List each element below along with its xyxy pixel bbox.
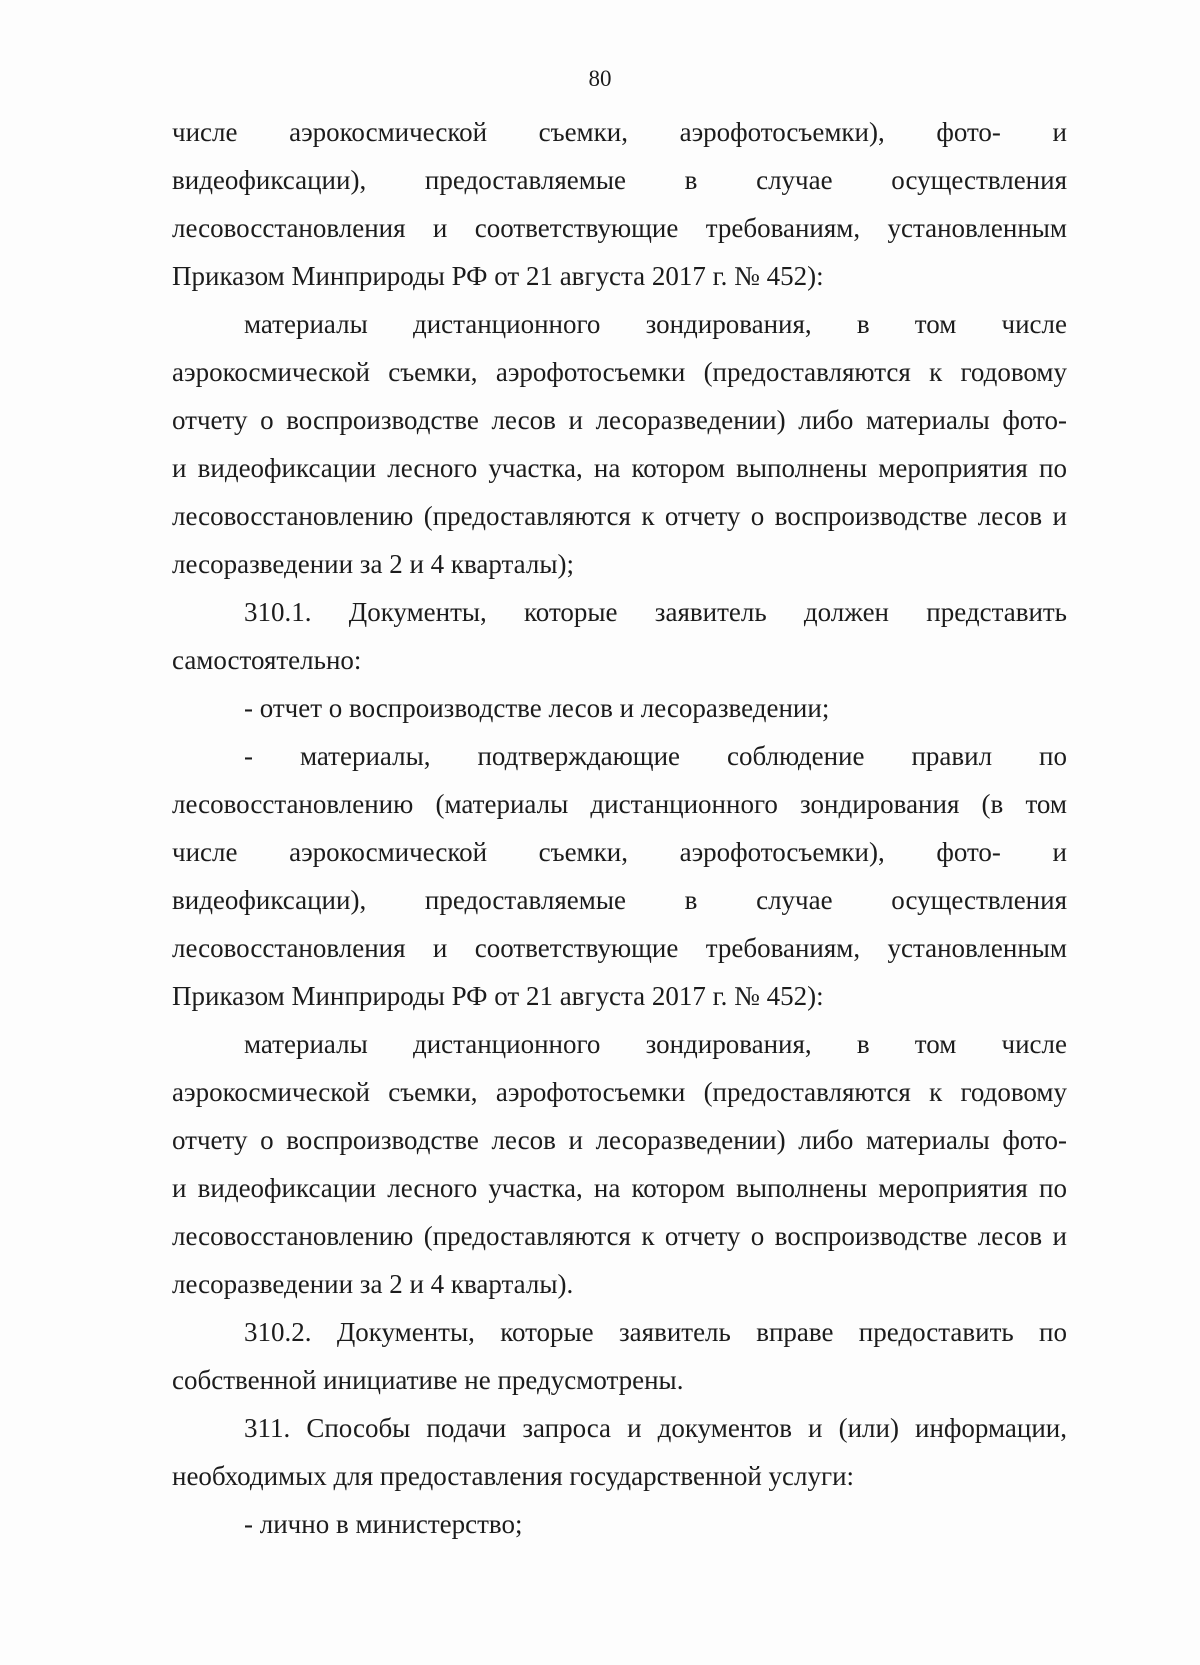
text-line: и видеофиксации лесного участка, на котором выполнены мероприятия по bbox=[172, 453, 1067, 483]
text-line: необходимых для предоставления государственной услуги: bbox=[172, 1461, 855, 1491]
text-line: Приказом Минприроды РФ от 21 августа 2017 г. № 452): bbox=[172, 981, 824, 1011]
text-line: материалы дистанционного зондирования, в том числе bbox=[244, 1029, 1067, 1059]
paragraph-remote-sensing-materials-repeat bbox=[172, 1020, 1067, 1308]
text-line: - материалы, подтверждающие соблюдение правил по bbox=[244, 741, 1067, 771]
text-line: аэрокосмической съемки, аэрофотосъемки (предоставляются к годовому bbox=[172, 357, 1067, 387]
text-line: 311. Способы подачи запроса и документов и (или) информации, bbox=[244, 1413, 1067, 1443]
text-line: аэрокосмической съемки, аэрофотосъемки (предоставляются к годовому bbox=[172, 1077, 1067, 1107]
text-line: Приказом Минприроды РФ от 21 августа 2017 г. № 452): bbox=[172, 261, 824, 291]
document-body bbox=[172, 108, 1067, 1548]
text-line: 310.1. Документы, которые заявитель должен представить bbox=[244, 597, 1067, 627]
paragraph-remote-sensing-materials bbox=[172, 300, 1067, 588]
text-line: видеофиксации), предоставляемые в случае осуществления bbox=[172, 165, 1067, 195]
text-line: лесовосстановления и соответствующие требованиям, установленным bbox=[172, 213, 1067, 243]
text-line: отчету о воспроизводстве лесов и лесоразведении) либо материалы фото- bbox=[172, 405, 1067, 435]
text-line: лесовосстановлению (предоставляются к отчету о воспроизводстве лесов и bbox=[172, 1221, 1067, 1251]
text-line: числе аэрокосмической съемки, аэрофотосъемки), фото- и bbox=[172, 837, 1067, 867]
text-line: видеофиксации), предоставляемые в случае осуществления bbox=[172, 885, 1067, 915]
text-line: числе аэрокосмической съемки, аэрофотосъемки), фото- и bbox=[172, 117, 1067, 147]
page-number: 80 bbox=[588, 66, 612, 91]
paragraph-continuation-materials bbox=[172, 108, 1067, 300]
text-line: лесоразведении за 2 и 4 кварталы); bbox=[172, 549, 574, 579]
paragraph-in-person-item bbox=[172, 1500, 1067, 1548]
text-line: 310.2. Документы, которые заявитель вправе предоставить по bbox=[244, 1317, 1067, 1347]
paragraph-section-310-2 bbox=[172, 1308, 1067, 1404]
text-line: отчету о воспроизводстве лесов и лесоразведении) либо материалы фото- bbox=[172, 1125, 1067, 1155]
text-line: собственной инициативе не предусмотрены. bbox=[172, 1365, 684, 1395]
paragraph-section-310-1 bbox=[172, 588, 1067, 684]
text-line: лесовосстановлению (предоставляются к отчету о воспроизводстве лесов и bbox=[172, 501, 1067, 531]
paragraph-report-item bbox=[172, 684, 1067, 732]
text-line: материалы дистанционного зондирования, в том числе bbox=[244, 309, 1067, 339]
text-line: самостоятельно: bbox=[172, 645, 362, 675]
paragraph-materials-item bbox=[172, 732, 1067, 1020]
text-line: лесоразведении за 2 и 4 кварталы). bbox=[172, 1269, 574, 1299]
text-line: - лично в министерство; bbox=[244, 1509, 523, 1539]
text-line: - отчет о воспроизводстве лесов и лесоразведении; bbox=[244, 693, 830, 723]
text-line: и видеофиксации лесного участка, на котором выполнены мероприятия по bbox=[172, 1173, 1067, 1203]
text-line: лесовосстановления и соответствующие требованиям, установленным bbox=[172, 933, 1067, 963]
text-line: лесовосстановлению (материалы дистанционного зондирования (в том bbox=[172, 789, 1067, 819]
paragraph-section-311 bbox=[172, 1404, 1067, 1500]
